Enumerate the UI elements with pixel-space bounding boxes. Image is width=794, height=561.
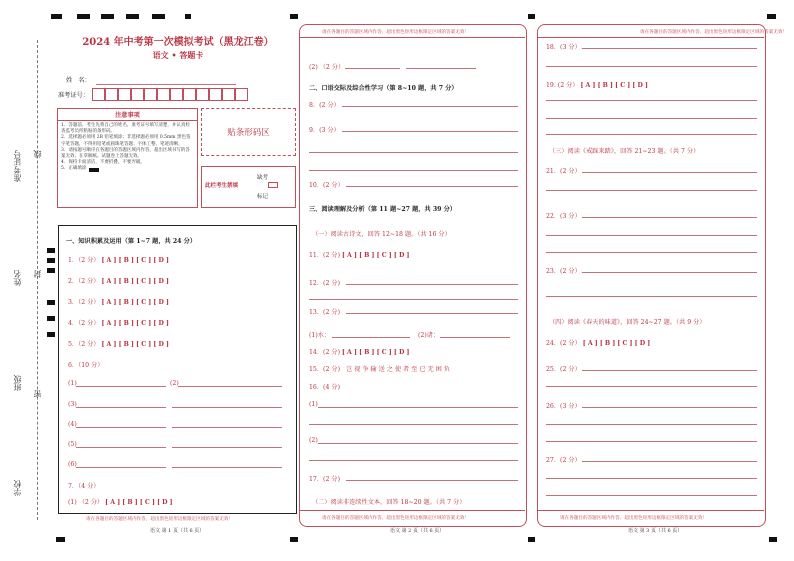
answer-line[interactable] bbox=[346, 284, 518, 285]
notes-item: 4．保持卡面清洁，不要折叠、不要弄破。 bbox=[61, 160, 145, 166]
q2 bbox=[68, 276, 169, 285]
q4 bbox=[68, 318, 169, 327]
q-number: 19. (2 分） bbox=[546, 82, 579, 89]
exam-no-label: 准考证号： bbox=[58, 92, 89, 99]
timing-mark bbox=[47, 316, 55, 321]
answer-line[interactable] bbox=[172, 467, 282, 468]
q7-label: 7．（4 分） bbox=[68, 483, 100, 490]
q27-label: 27．(2 分） bbox=[546, 457, 581, 464]
reading3-title: （三）阅读《戒踩来踏》，回答 21~23 题。（共 7 分） bbox=[549, 148, 700, 155]
q-options[interactable]: [ A ] [ B ] [ C ] [ D ] bbox=[101, 320, 169, 327]
answer-line[interactable] bbox=[546, 118, 757, 119]
panel-divider bbox=[300, 37, 525, 38]
answer-line[interactable] bbox=[172, 427, 282, 428]
q6-sub: (4) bbox=[68, 421, 77, 428]
q-number: 4．（2 分） bbox=[68, 320, 100, 327]
q19 bbox=[546, 80, 648, 89]
absent-box bbox=[201, 166, 296, 208]
answer-line[interactable] bbox=[546, 424, 757, 425]
answer-line[interactable] bbox=[582, 370, 757, 371]
timing-mark bbox=[152, 14, 165, 19]
q-number: 5．（2 分） bbox=[68, 341, 100, 348]
q-number: 14．(2 分) bbox=[309, 349, 340, 356]
q16-label: 16．(4 分) bbox=[309, 384, 340, 391]
q13-label: 13．(2 分) bbox=[309, 309, 340, 316]
q6-sub: (5) bbox=[68, 441, 77, 448]
q9-label: 9．(3 分） bbox=[309, 127, 340, 134]
q24 bbox=[546, 338, 650, 347]
q5 bbox=[68, 339, 169, 348]
q-options[interactable]: [ A ] [ B ] [ C ] [ D ] bbox=[580, 82, 648, 89]
q-number: 24．(2 分） bbox=[546, 340, 581, 347]
timing-mark bbox=[47, 268, 55, 273]
timing-mark bbox=[767, 14, 776, 19]
q25-label: 25．(2 分） bbox=[546, 366, 581, 373]
answer-line[interactable] bbox=[342, 131, 518, 132]
name-label: 姓 名： bbox=[66, 77, 91, 84]
q7-2-label: (2) （2 分） bbox=[309, 64, 345, 71]
answer-line[interactable] bbox=[546, 495, 757, 496]
answer-line[interactable] bbox=[76, 467, 166, 468]
absent-label: 此栏考生禁填 bbox=[205, 183, 239, 189]
answer-line[interactable] bbox=[546, 386, 757, 387]
q-number: 1．（2 分） bbox=[68, 257, 100, 264]
q-options[interactable]: [ A ] [ B ] [ C ] [ D ] bbox=[582, 340, 651, 347]
q16-sub: (1) bbox=[309, 401, 318, 408]
q10-label: 10．(2 分） bbox=[309, 182, 344, 189]
q3 bbox=[68, 297, 169, 306]
q-options[interactable]: [ A ] [ B ] [ C ] [ D ] bbox=[341, 252, 410, 259]
q-options[interactable]: [ A ] [ B ] [ C ] [ D ] bbox=[101, 341, 169, 348]
reading1-title: （一）阅读古诗文，回答 12~18 题。（共 16 分） bbox=[312, 231, 451, 238]
timing-mark bbox=[77, 14, 90, 19]
bound-note: 请在各题目的答题区域内作答，超出黑色矩形边框限定区域的答案无效！ bbox=[560, 516, 708, 521]
page-subtitle: 语文 • 答题卡 bbox=[152, 50, 204, 60]
side-label-seal: 封 bbox=[33, 270, 42, 278]
answer-line[interactable] bbox=[345, 68, 400, 69]
answer-line[interactable] bbox=[546, 66, 757, 67]
timing-mark bbox=[290, 14, 298, 19]
absent-l1: 缺考 bbox=[257, 175, 269, 181]
q14b-label: (2)诸： bbox=[418, 332, 440, 339]
bound-note: 请在各题目的答题区域内作答，超出黑色矩形边框限定区域的答案无效！ bbox=[322, 516, 470, 521]
answer-line[interactable] bbox=[172, 447, 282, 448]
answer-line[interactable] bbox=[546, 478, 757, 479]
page-title: 2024 年中考第一次模拟考试（黑龙江卷） bbox=[82, 37, 274, 48]
answer-line[interactable] bbox=[582, 172, 757, 173]
q15-text[interactable]: 岂 视 争 输 送 之 使 者 至 已 无 困 负 bbox=[345, 366, 450, 373]
q11 bbox=[309, 250, 409, 259]
timing-mark bbox=[47, 300, 55, 305]
answer-line[interactable] bbox=[172, 407, 282, 408]
section1-title: 一、知识积累及运用（第 1~7 题，共 24 分） bbox=[66, 238, 197, 245]
barcode-label: 贴条形码区 bbox=[227, 128, 270, 138]
panel-divider bbox=[538, 37, 764, 38]
answer-line[interactable] bbox=[346, 313, 518, 314]
answer-line[interactable] bbox=[582, 272, 757, 273]
binding-line bbox=[37, 40, 38, 520]
side-label-school: 学校 bbox=[13, 480, 22, 496]
answer-line[interactable] bbox=[582, 407, 757, 408]
bound-note: 请在各题目的答题区域内作答，超出黑色矩形边框限定区域的答案无效！ bbox=[640, 30, 788, 35]
timing-mark bbox=[101, 14, 114, 19]
answer-line[interactable] bbox=[76, 447, 166, 448]
bound-note: 请在各题目的答题区域内作答，超出黑色矩形边框限定区域的答案无效！ bbox=[86, 517, 234, 522]
q-number: 2．（2 分） bbox=[68, 278, 100, 285]
answer-line[interactable] bbox=[546, 134, 757, 135]
side-label-exam-no: 准考证号 bbox=[13, 150, 22, 182]
answer-line[interactable] bbox=[546, 252, 757, 253]
q-number: (1) （2 分） bbox=[68, 499, 104, 506]
notes-box bbox=[57, 108, 198, 208]
answer-line[interactable] bbox=[546, 441, 757, 442]
answer-line[interactable] bbox=[309, 424, 518, 425]
notes-item: 3．请按题号顺序在各题目的答题区域内作答，超出区域书写的答案无效；在草稿纸、试题卷上答题无效。 bbox=[61, 147, 190, 160]
answer-line[interactable] bbox=[546, 190, 757, 191]
timing-mark bbox=[51, 14, 62, 19]
timing-mark bbox=[126, 14, 139, 19]
q14 bbox=[309, 347, 409, 356]
answer-line[interactable] bbox=[178, 386, 282, 387]
reading2-title: （二）阅读非连续性文本，回答 18~20 题。（共 7 分） bbox=[312, 499, 466, 506]
answer-line[interactable] bbox=[582, 217, 757, 218]
timing-mark bbox=[528, 14, 535, 19]
page-footer: 语文 第 3 页（共 6 页） bbox=[628, 528, 683, 534]
answer-box-section1 bbox=[58, 225, 297, 514]
q22-label: 22．(3 分） bbox=[546, 213, 581, 220]
answer-line[interactable] bbox=[346, 480, 518, 481]
q-number: 3．（2 分） bbox=[68, 299, 100, 306]
answer-line[interactable] bbox=[309, 170, 518, 171]
q-options[interactable]: [ A ] [ B ] [ C ] [ D ] bbox=[341, 349, 410, 356]
timing-mark bbox=[185, 14, 191, 19]
notes-item: 5．正确填涂 bbox=[61, 166, 87, 172]
q-options[interactable]: [ A ] [ B ] [ C ] [ D ] bbox=[101, 299, 169, 306]
side-label-line: 线 bbox=[33, 150, 42, 158]
reading4-title: （四）阅读《春天的味道》，回答 24~27 题。（共 9 分） bbox=[549, 319, 706, 326]
q15 bbox=[309, 364, 450, 373]
timing-mark bbox=[528, 537, 535, 542]
q18-label: 18．(3 分） bbox=[546, 44, 581, 51]
q6-sub: (6) bbox=[68, 461, 77, 468]
answer-line[interactable] bbox=[76, 386, 166, 387]
q-options[interactable]: [ A ] [ B ] [ C ] [ D ] bbox=[101, 257, 169, 264]
q8-label: 8．(2 分） bbox=[309, 102, 340, 109]
answer-line[interactable] bbox=[346, 186, 518, 187]
timing-mark bbox=[769, 537, 777, 542]
answer-line[interactable] bbox=[332, 337, 410, 338]
section3-title: 三、阅读理解及分析（第 11 题~27 题，共 39 分） bbox=[309, 206, 456, 213]
notes-item: 1．答题前，考生先将自己的姓名，准考证号填写清楚，并认真检查监考员所粘贴的条形码。 bbox=[61, 123, 190, 135]
absent-checkbox[interactable] bbox=[268, 182, 278, 188]
notes-title: 注意事项 bbox=[58, 109, 197, 121]
answer-line[interactable] bbox=[406, 68, 476, 69]
answer-line[interactable] bbox=[546, 100, 757, 101]
answer-line[interactable] bbox=[582, 48, 757, 49]
notes-item: 2．选择题必须用 2B 铅笔填涂；非选择题必须用 0.5mm 黑色签字笔答题，不得用铅笔或圆珠笔答题；字体工整、笔迹清晰。 bbox=[61, 135, 191, 147]
timing-mark bbox=[47, 258, 55, 263]
q6-sub: (2) bbox=[170, 380, 179, 387]
side-label-dense: 密 bbox=[33, 390, 42, 398]
section2-title: 二、口语交际及综合性学习（第 8~10 题，共 7 分） bbox=[309, 85, 458, 92]
filled-sample-icon bbox=[89, 168, 99, 172]
q21-label: 21．(2 分） bbox=[546, 168, 581, 175]
answer-line[interactable] bbox=[309, 152, 518, 153]
answer-line[interactable] bbox=[440, 337, 510, 338]
timing-mark bbox=[290, 537, 298, 542]
side-label-name: 姓名 bbox=[13, 270, 22, 286]
q23-label: 23．(2 分） bbox=[546, 268, 581, 275]
page-footer: 语文 第 1 页（共 6 页） bbox=[150, 528, 205, 534]
q26-label: 26．(3 分） bbox=[546, 403, 581, 410]
page-footer: 语文 第 2 页（共 6 页） bbox=[390, 528, 445, 534]
answer-line[interactable] bbox=[318, 443, 518, 444]
answer-line[interactable] bbox=[342, 106, 518, 107]
q14a-label: (1)水： bbox=[309, 332, 331, 339]
panel-divider bbox=[538, 510, 764, 511]
panel-divider bbox=[300, 510, 525, 511]
answer-line[interactable] bbox=[309, 299, 518, 300]
barcode-area bbox=[201, 108, 296, 156]
answer-line[interactable] bbox=[546, 235, 757, 236]
q12-label: 12．(2 分) bbox=[309, 280, 340, 287]
timing-mark bbox=[47, 332, 55, 337]
q1 bbox=[68, 255, 169, 264]
answer-line[interactable] bbox=[582, 461, 757, 462]
q6-label: 6．（10 分） bbox=[68, 362, 104, 369]
answer-line[interactable] bbox=[76, 427, 166, 428]
bound-note: 请在各题目的答题区域内作答，超出黑色矩形边框限定区域的答案无效！ bbox=[322, 30, 470, 35]
timing-mark bbox=[47, 248, 55, 253]
timing-mark bbox=[56, 537, 65, 542]
q16-sub: (2) bbox=[309, 437, 318, 444]
q-number: 11．(2 分) bbox=[309, 252, 340, 259]
q7-1 bbox=[68, 497, 173, 506]
absent-l2: 标记 bbox=[257, 194, 269, 200]
answer-line[interactable] bbox=[318, 407, 518, 408]
answer-line[interactable] bbox=[76, 407, 166, 408]
answer-line[interactable] bbox=[546, 296, 757, 297]
q-options[interactable]: [ A ] [ B ] [ C ] [ D ] bbox=[101, 278, 169, 285]
q-options[interactable]: [ A ] [ B ] [ C ] [ D ] bbox=[105, 499, 173, 506]
q-number: 15．(2 分) bbox=[309, 366, 340, 373]
q6-sub: (1) bbox=[68, 380, 77, 387]
side-label-class: 班级 bbox=[13, 375, 22, 391]
q17-label: 17．(2 分) bbox=[309, 476, 340, 483]
name-field[interactable] bbox=[96, 84, 236, 85]
answer-line[interactable] bbox=[309, 460, 518, 461]
q6-sub: (3) bbox=[68, 401, 77, 408]
